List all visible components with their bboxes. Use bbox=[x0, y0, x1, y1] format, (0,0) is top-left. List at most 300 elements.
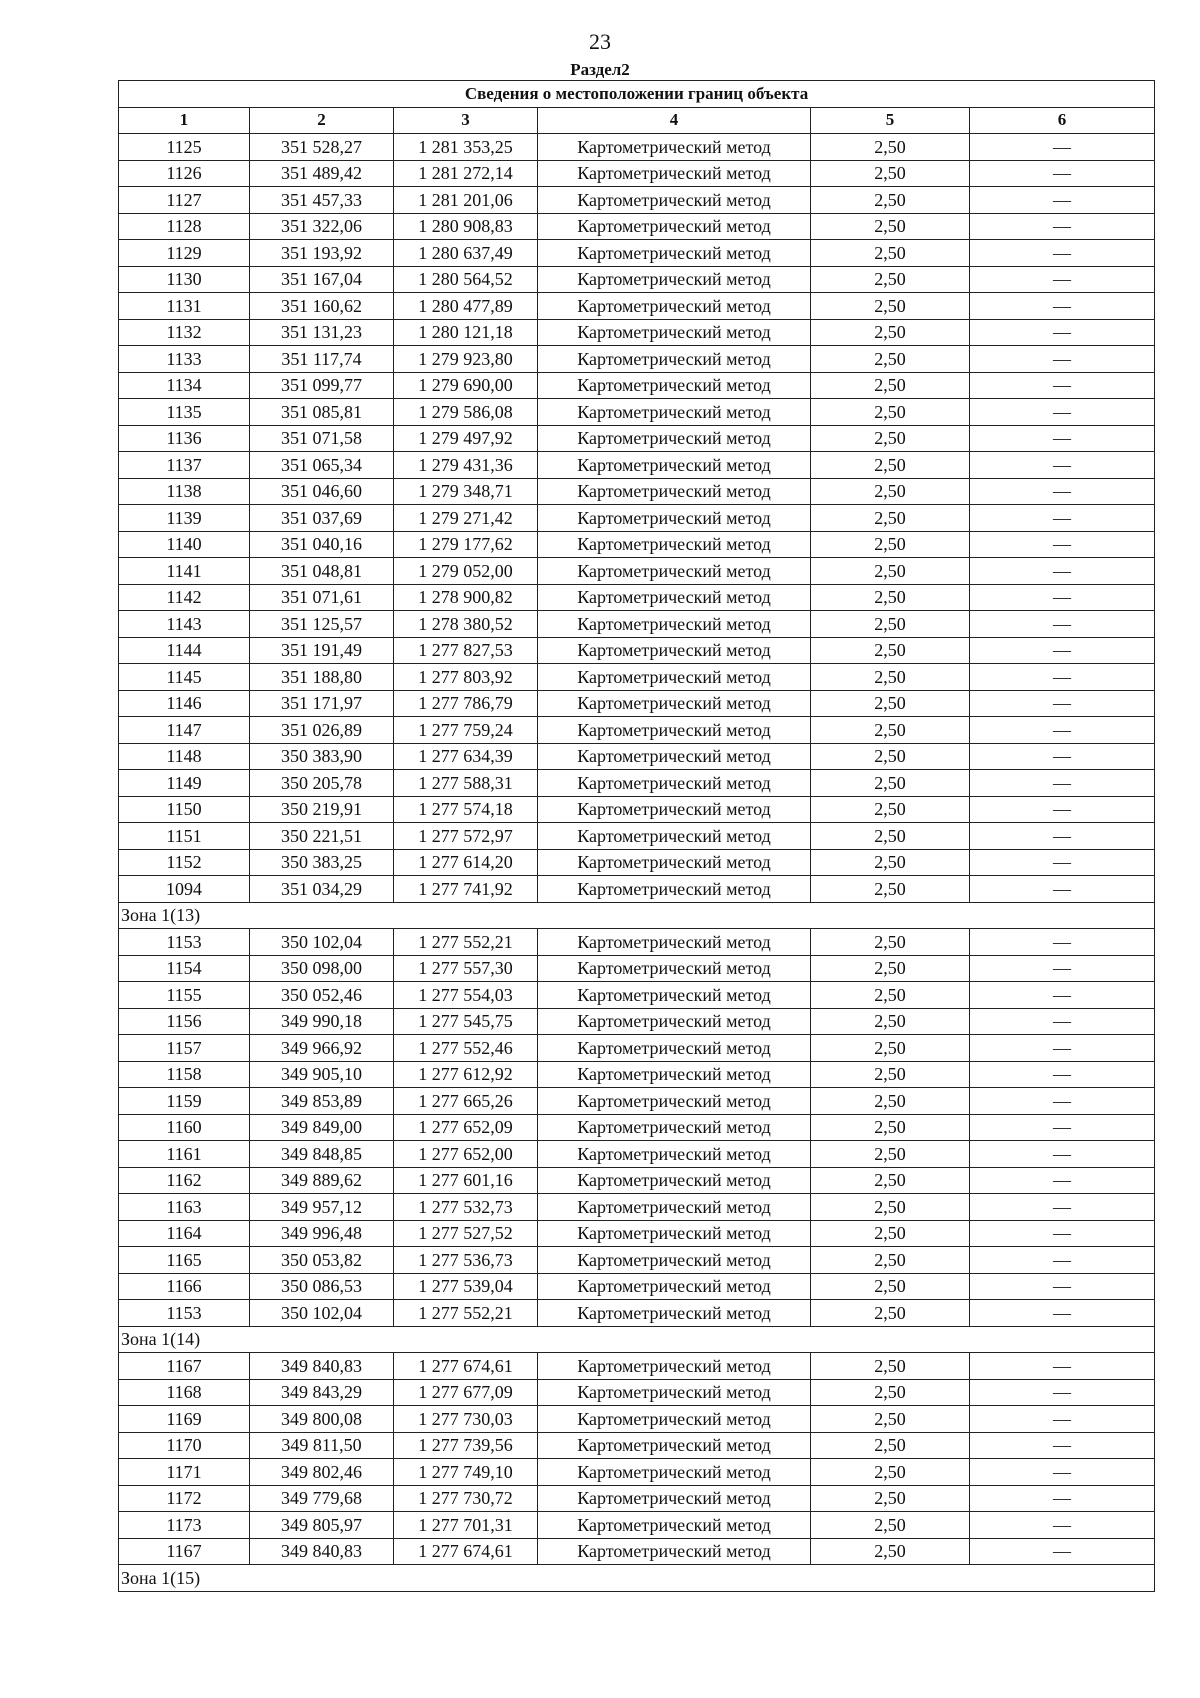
table-cell: 1165 bbox=[119, 1247, 250, 1274]
table-cell: 349 802,46 bbox=[250, 1459, 394, 1486]
table-cell: 2,50 bbox=[811, 240, 970, 267]
table-cell: 2,50 bbox=[811, 849, 970, 876]
table-cell: 349 905,10 bbox=[250, 1061, 394, 1088]
table-cell: — bbox=[970, 1432, 1155, 1459]
table-row bbox=[119, 160, 1155, 187]
table-cell: 1172 bbox=[119, 1485, 250, 1512]
table-row bbox=[119, 531, 1155, 558]
table-row bbox=[119, 1114, 1155, 1141]
table-cell: 1 277 674,61 bbox=[394, 1353, 538, 1380]
table-cell: 1 278 900,82 bbox=[394, 584, 538, 611]
zone-label: Зона 1(13) bbox=[119, 902, 1155, 929]
table-row bbox=[119, 1035, 1155, 1062]
table-cell: 1142 bbox=[119, 584, 250, 611]
table-cell: — bbox=[970, 558, 1155, 585]
table-cell: 1 277 827,53 bbox=[394, 637, 538, 664]
table-cell: — bbox=[970, 1273, 1155, 1300]
table-cell: 1 280 477,89 bbox=[394, 293, 538, 320]
table-cell: 1132 bbox=[119, 319, 250, 346]
table-cell: 1 277 552,46 bbox=[394, 1035, 538, 1062]
table-cell: — bbox=[970, 743, 1155, 770]
table-cell: 1131 bbox=[119, 293, 250, 320]
column-header: 6 bbox=[970, 107, 1155, 134]
table-cell: Картометрический метод bbox=[538, 1512, 811, 1539]
table-cell: 1 280 121,18 bbox=[394, 319, 538, 346]
table-cell: 351 125,57 bbox=[250, 611, 394, 638]
table-cell: 351 131,23 bbox=[250, 319, 394, 346]
table-row bbox=[119, 1008, 1155, 1035]
table-cell: Картометрический метод bbox=[538, 1035, 811, 1062]
table-cell: 1152 bbox=[119, 849, 250, 876]
table-cell: Картометрический метод bbox=[538, 637, 811, 664]
table-cell: 351 188,80 bbox=[250, 664, 394, 691]
table-cell: 1 277 739,56 bbox=[394, 1432, 538, 1459]
table-cell: 2,50 bbox=[811, 505, 970, 532]
table-cell: 349 966,92 bbox=[250, 1035, 394, 1062]
table-cell: 350 102,04 bbox=[250, 929, 394, 956]
table-cell: 2,50 bbox=[811, 1379, 970, 1406]
table-cell: 1148 bbox=[119, 743, 250, 770]
table-row bbox=[119, 1167, 1155, 1194]
table-row bbox=[119, 293, 1155, 320]
table-cell: 1141 bbox=[119, 558, 250, 585]
table-cell: Картометрический метод bbox=[538, 240, 811, 267]
table-row bbox=[119, 1485, 1155, 1512]
table-cell: 1159 bbox=[119, 1088, 250, 1115]
table-cell: Картометрический метод bbox=[538, 1273, 811, 1300]
table-cell: 2,50 bbox=[811, 187, 970, 214]
table-cell: — bbox=[970, 160, 1155, 187]
table-cell: 1 278 380,52 bbox=[394, 611, 538, 638]
table-row bbox=[119, 982, 1155, 1009]
table-cell: 1 277 536,73 bbox=[394, 1247, 538, 1274]
table-cell: — bbox=[970, 717, 1155, 744]
table-cell: — bbox=[970, 531, 1155, 558]
table-cell: 351 193,92 bbox=[250, 240, 394, 267]
table-cell: — bbox=[970, 1035, 1155, 1062]
table-cell: Картометрический метод bbox=[538, 1353, 811, 1380]
table-cell: 2,50 bbox=[811, 213, 970, 240]
table-cell: 1155 bbox=[119, 982, 250, 1009]
table-cell: 1167 bbox=[119, 1353, 250, 1380]
table-cell: 2,50 bbox=[811, 160, 970, 187]
table-cell: 1153 bbox=[119, 929, 250, 956]
table-row bbox=[119, 637, 1155, 664]
table-cell: — bbox=[970, 1379, 1155, 1406]
table-cell: Картометрический метод bbox=[538, 1485, 811, 1512]
table-cell: — bbox=[970, 1459, 1155, 1486]
table-cell: — bbox=[970, 1088, 1155, 1115]
table-cell: 351 037,69 bbox=[250, 505, 394, 532]
table-cell: 1 277 730,72 bbox=[394, 1485, 538, 1512]
table-cell: Картометрический метод bbox=[538, 558, 811, 585]
table-cell: 2,50 bbox=[811, 1353, 970, 1380]
table-row bbox=[119, 1220, 1155, 1247]
table-cell: 1 277 634,39 bbox=[394, 743, 538, 770]
table-cell: Картометрический метод bbox=[538, 134, 811, 161]
table-cell: — bbox=[970, 478, 1155, 505]
table-cell: 1 277 786,79 bbox=[394, 690, 538, 717]
table-cell: Картометрический метод bbox=[538, 346, 811, 373]
table-cell: 349 849,00 bbox=[250, 1114, 394, 1141]
table-body bbox=[119, 134, 1155, 1592]
table-row bbox=[119, 743, 1155, 770]
table-cell: 351 046,60 bbox=[250, 478, 394, 505]
table-cell: 1126 bbox=[119, 160, 250, 187]
table-cell: 1 277 545,75 bbox=[394, 1008, 538, 1035]
table-cell: Картометрический метод bbox=[538, 266, 811, 293]
table-cell: Картометрический метод bbox=[538, 452, 811, 479]
table-cell: 1150 bbox=[119, 796, 250, 823]
table-cell: 1 280 637,49 bbox=[394, 240, 538, 267]
table-cell: 1 279 690,00 bbox=[394, 372, 538, 399]
table-cell: 2,50 bbox=[811, 1300, 970, 1327]
table-cell: 2,50 bbox=[811, 1459, 970, 1486]
table-cell: Картометрический метод bbox=[538, 1432, 811, 1459]
table-cell: 2,50 bbox=[811, 1088, 970, 1115]
table-cell: 1 277 701,31 bbox=[394, 1512, 538, 1539]
table-cell: Картометрический метод bbox=[538, 319, 811, 346]
table-cell: Картометрический метод bbox=[538, 1167, 811, 1194]
table-cell: Картометрический метод bbox=[538, 584, 811, 611]
table-cell: — bbox=[970, 1008, 1155, 1035]
table-cell: Картометрический метод bbox=[538, 372, 811, 399]
table-cell: 2,50 bbox=[811, 319, 970, 346]
table-cell: — bbox=[970, 1300, 1155, 1327]
table-cell: 2,50 bbox=[811, 876, 970, 903]
table-cell: 1146 bbox=[119, 690, 250, 717]
section-title: Раздел2 bbox=[570, 60, 630, 79]
table-cell: 1 279 271,42 bbox=[394, 505, 538, 532]
table-cell: 1 280 564,52 bbox=[394, 266, 538, 293]
table-cell: 1 277 557,30 bbox=[394, 955, 538, 982]
table-cell: 1 279 348,71 bbox=[394, 478, 538, 505]
table-cell: 349 811,50 bbox=[250, 1432, 394, 1459]
table-cell: 1 279 052,00 bbox=[394, 558, 538, 585]
table-caption: Сведения о местоположении границ объекта bbox=[119, 81, 1155, 108]
table-cell: — bbox=[970, 611, 1155, 638]
table-cell: 349 840,83 bbox=[250, 1353, 394, 1380]
table-cell: 2,50 bbox=[811, 1167, 970, 1194]
table-cell: 1173 bbox=[119, 1512, 250, 1539]
table-cell: 2,50 bbox=[811, 1406, 970, 1433]
table-cell: — bbox=[970, 346, 1155, 373]
table-cell: Картометрический метод bbox=[538, 876, 811, 903]
table-cell: 2,50 bbox=[811, 1512, 970, 1539]
zone-label: Зона 1(15) bbox=[119, 1565, 1155, 1592]
table-row bbox=[119, 1061, 1155, 1088]
table-cell: 2,50 bbox=[811, 823, 970, 850]
table-cell: 2,50 bbox=[811, 1485, 970, 1512]
table-cell: 1 280 908,83 bbox=[394, 213, 538, 240]
table-cell: 349 853,89 bbox=[250, 1088, 394, 1115]
boundary-table bbox=[118, 80, 1155, 1592]
zone-row bbox=[119, 902, 1155, 929]
table-cell: — bbox=[970, 505, 1155, 532]
table-cell: 1 279 586,08 bbox=[394, 399, 538, 426]
table-cell: Картометрический метод bbox=[538, 478, 811, 505]
table-cell: 2,50 bbox=[811, 770, 970, 797]
table-cell: 351 457,33 bbox=[250, 187, 394, 214]
table-cell: Картометрический метод bbox=[538, 187, 811, 214]
table-cell: 1171 bbox=[119, 1459, 250, 1486]
table-cell: 1 277 665,26 bbox=[394, 1088, 538, 1115]
table-cell: 349 996,48 bbox=[250, 1220, 394, 1247]
table-cell: — bbox=[970, 1167, 1155, 1194]
table-cell: Картометрический метод bbox=[538, 796, 811, 823]
table-cell: — bbox=[970, 425, 1155, 452]
table-cell: 2,50 bbox=[811, 478, 970, 505]
table-row bbox=[119, 823, 1155, 850]
table-cell: 1 277 552,21 bbox=[394, 1300, 538, 1327]
table-cell: 350 219,91 bbox=[250, 796, 394, 823]
table-cell: — bbox=[970, 452, 1155, 479]
table-cell: 350 053,82 bbox=[250, 1247, 394, 1274]
table-cell: 1 277 741,92 bbox=[394, 876, 538, 903]
table-cell: 350 102,04 bbox=[250, 1300, 394, 1327]
table-cell: 1 279 431,36 bbox=[394, 452, 538, 479]
table-cell: Картометрический метод bbox=[538, 1061, 811, 1088]
table-cell: 1158 bbox=[119, 1061, 250, 1088]
table-cell: 1 277 552,21 bbox=[394, 929, 538, 956]
column-header: 1 bbox=[119, 107, 250, 134]
table-row bbox=[119, 1538, 1155, 1565]
table-cell: 1 277 554,03 bbox=[394, 982, 538, 1009]
table-cell: 1168 bbox=[119, 1379, 250, 1406]
table-row bbox=[119, 1300, 1155, 1327]
table-cell: Картометрический метод bbox=[538, 929, 811, 956]
table-cell: 2,50 bbox=[811, 955, 970, 982]
table-cell: 351 528,27 bbox=[250, 134, 394, 161]
table-cell: 1145 bbox=[119, 664, 250, 691]
table-row bbox=[119, 1353, 1155, 1380]
table-row bbox=[119, 1459, 1155, 1486]
table-cell: 2,50 bbox=[811, 372, 970, 399]
table-cell: Картометрический метод bbox=[538, 717, 811, 744]
table-row bbox=[119, 664, 1155, 691]
table-cell: 351 085,81 bbox=[250, 399, 394, 426]
table-cell: 349 990,18 bbox=[250, 1008, 394, 1035]
table-cell: Картометрический метод bbox=[538, 1247, 811, 1274]
table-cell: 1 277 730,03 bbox=[394, 1406, 538, 1433]
table-row bbox=[119, 399, 1155, 426]
table-cell: Картометрический метод bbox=[538, 399, 811, 426]
table-cell: 2,50 bbox=[811, 1538, 970, 1565]
table-cell: 2,50 bbox=[811, 1432, 970, 1459]
table-cell: 1153 bbox=[119, 1300, 250, 1327]
table-cell: Картометрический метод bbox=[538, 1008, 811, 1035]
table-row bbox=[119, 1194, 1155, 1221]
table-cell: — bbox=[970, 849, 1155, 876]
table-row bbox=[119, 1273, 1155, 1300]
table-cell: 350 052,46 bbox=[250, 982, 394, 1009]
table-cell: 351 171,97 bbox=[250, 690, 394, 717]
table-cell: — bbox=[970, 1353, 1155, 1380]
table-cell: 351 160,62 bbox=[250, 293, 394, 320]
table-cell: 1134 bbox=[119, 372, 250, 399]
table-cell: 2,50 bbox=[811, 1061, 970, 1088]
table-row bbox=[119, 929, 1155, 956]
table-cell: Картометрический метод bbox=[538, 1459, 811, 1486]
table-cell: 350 383,90 bbox=[250, 743, 394, 770]
table-row bbox=[119, 558, 1155, 585]
table-cell: 1157 bbox=[119, 1035, 250, 1062]
table-cell: Картометрический метод bbox=[538, 1220, 811, 1247]
table-cell: 1 277 652,00 bbox=[394, 1141, 538, 1168]
table-cell: 351 071,58 bbox=[250, 425, 394, 452]
table-row bbox=[119, 478, 1155, 505]
table-cell: 2,50 bbox=[811, 266, 970, 293]
table-cell: 350 383,25 bbox=[250, 849, 394, 876]
table-cell: 351 065,34 bbox=[250, 452, 394, 479]
table-row bbox=[119, 346, 1155, 373]
table-cell: 349 843,29 bbox=[250, 1379, 394, 1406]
table-cell: 1136 bbox=[119, 425, 250, 452]
table-row bbox=[119, 213, 1155, 240]
table-cell: 1 277 527,52 bbox=[394, 1220, 538, 1247]
column-header: 2 bbox=[250, 107, 394, 134]
table-row bbox=[119, 770, 1155, 797]
table-cell: 1 277 574,18 bbox=[394, 796, 538, 823]
table-cell: Картометрический метод bbox=[538, 160, 811, 187]
table-row bbox=[119, 452, 1155, 479]
table-cell: — bbox=[970, 134, 1155, 161]
table-cell: 351 117,74 bbox=[250, 346, 394, 373]
zone-label: Зона 1(14) bbox=[119, 1326, 1155, 1353]
table-cell: 351 048,81 bbox=[250, 558, 394, 585]
table-cell: 2,50 bbox=[811, 690, 970, 717]
table-cell: 1147 bbox=[119, 717, 250, 744]
table-cell: 1 277 601,16 bbox=[394, 1167, 538, 1194]
table-cell: 1 277 677,09 bbox=[394, 1379, 538, 1406]
table-cell: 2,50 bbox=[811, 1247, 970, 1274]
table-cell: Картометрический метод bbox=[538, 505, 811, 532]
table-row bbox=[119, 1247, 1155, 1274]
table-cell: 2,50 bbox=[811, 637, 970, 664]
table-cell: — bbox=[970, 796, 1155, 823]
table-cell: 1151 bbox=[119, 823, 250, 850]
table-cell: — bbox=[970, 372, 1155, 399]
table-cell: Картометрический метод bbox=[538, 1114, 811, 1141]
table-row bbox=[119, 425, 1155, 452]
table-cell: 1 277 614,20 bbox=[394, 849, 538, 876]
column-header-row bbox=[119, 107, 1155, 134]
table-cell: 1143 bbox=[119, 611, 250, 638]
table-cell: 1 277 749,10 bbox=[394, 1459, 538, 1486]
table-cell: 2,50 bbox=[811, 1220, 970, 1247]
table-cell: 1 277 652,09 bbox=[394, 1114, 538, 1141]
table-cell: 1128 bbox=[119, 213, 250, 240]
table-cell: — bbox=[970, 1194, 1155, 1221]
table-cell: 1139 bbox=[119, 505, 250, 532]
table-cell: Картометрический метод bbox=[538, 1406, 811, 1433]
table-row bbox=[119, 1432, 1155, 1459]
table-cell: 1144 bbox=[119, 637, 250, 664]
table-cell: 1170 bbox=[119, 1432, 250, 1459]
table-cell: — bbox=[970, 770, 1155, 797]
table-row bbox=[119, 505, 1155, 532]
table-cell: 2,50 bbox=[811, 134, 970, 161]
table-cell: — bbox=[970, 955, 1155, 982]
table-cell: 351 489,42 bbox=[250, 160, 394, 187]
table-row bbox=[119, 584, 1155, 611]
table-row bbox=[119, 1141, 1155, 1168]
table-cell: 2,50 bbox=[811, 1273, 970, 1300]
table-cell: — bbox=[970, 1485, 1155, 1512]
table-cell: — bbox=[970, 319, 1155, 346]
table-cell: Картометрический метод bbox=[538, 611, 811, 638]
table-cell: — bbox=[970, 876, 1155, 903]
table-cell: 2,50 bbox=[811, 611, 970, 638]
table-cell: 2,50 bbox=[811, 1141, 970, 1168]
table-cell: 349 889,62 bbox=[250, 1167, 394, 1194]
table-cell: 351 040,16 bbox=[250, 531, 394, 558]
table-row bbox=[119, 1406, 1155, 1433]
table-cell: 349 840,83 bbox=[250, 1538, 394, 1565]
table-cell: 1 277 539,04 bbox=[394, 1273, 538, 1300]
table-cell: Картометрический метод bbox=[538, 425, 811, 452]
table-cell: — bbox=[970, 240, 1155, 267]
table-cell: 1162 bbox=[119, 1167, 250, 1194]
table-cell: 1138 bbox=[119, 478, 250, 505]
table-cell: 1167 bbox=[119, 1538, 250, 1565]
table-cell: Картометрический метод bbox=[538, 293, 811, 320]
table-cell: — bbox=[970, 1247, 1155, 1274]
table-cell: — bbox=[970, 690, 1155, 717]
table-cell: — bbox=[970, 1538, 1155, 1565]
table-cell: 2,50 bbox=[811, 452, 970, 479]
table-row bbox=[119, 876, 1155, 903]
table-cell: 2,50 bbox=[811, 743, 970, 770]
table-cell: 2,50 bbox=[811, 664, 970, 691]
table-row bbox=[119, 187, 1155, 214]
table-row bbox=[119, 955, 1155, 982]
table-cell: 1 279 497,92 bbox=[394, 425, 538, 452]
table-cell: Картометрический метод bbox=[538, 743, 811, 770]
table-row bbox=[119, 372, 1155, 399]
table-cell: — bbox=[970, 823, 1155, 850]
table-cell: 2,50 bbox=[811, 1035, 970, 1062]
table-row bbox=[119, 1088, 1155, 1115]
zone-row bbox=[119, 1565, 1155, 1592]
table-cell: 351 026,89 bbox=[250, 717, 394, 744]
table-cell: — bbox=[970, 293, 1155, 320]
table-cell: Картометрический метод bbox=[538, 1300, 811, 1327]
table-cell: 349 800,08 bbox=[250, 1406, 394, 1433]
table-cell: Картометрический метод bbox=[538, 213, 811, 240]
table-cell: 351 322,06 bbox=[250, 213, 394, 240]
table-row bbox=[119, 717, 1155, 744]
table-cell: 350 086,53 bbox=[250, 1273, 394, 1300]
table-cell: — bbox=[970, 1220, 1155, 1247]
table-cell: — bbox=[970, 664, 1155, 691]
table-cell: Картометрический метод bbox=[538, 1538, 811, 1565]
column-header: 5 bbox=[811, 107, 970, 134]
table-row bbox=[119, 319, 1155, 346]
table-cell: 350 221,51 bbox=[250, 823, 394, 850]
table-cell: 1 279 923,80 bbox=[394, 346, 538, 373]
table-cell: 2,50 bbox=[811, 425, 970, 452]
table-cell: — bbox=[970, 1141, 1155, 1168]
table-cell: Картометрический метод bbox=[538, 531, 811, 558]
table-cell: — bbox=[970, 1406, 1155, 1433]
table-row bbox=[119, 134, 1155, 161]
table-cell: 351 191,49 bbox=[250, 637, 394, 664]
table-cell: 2,50 bbox=[811, 1008, 970, 1035]
table-cell: 1160 bbox=[119, 1114, 250, 1141]
table-cell: 1 277 803,92 bbox=[394, 664, 538, 691]
table-row bbox=[119, 611, 1155, 638]
